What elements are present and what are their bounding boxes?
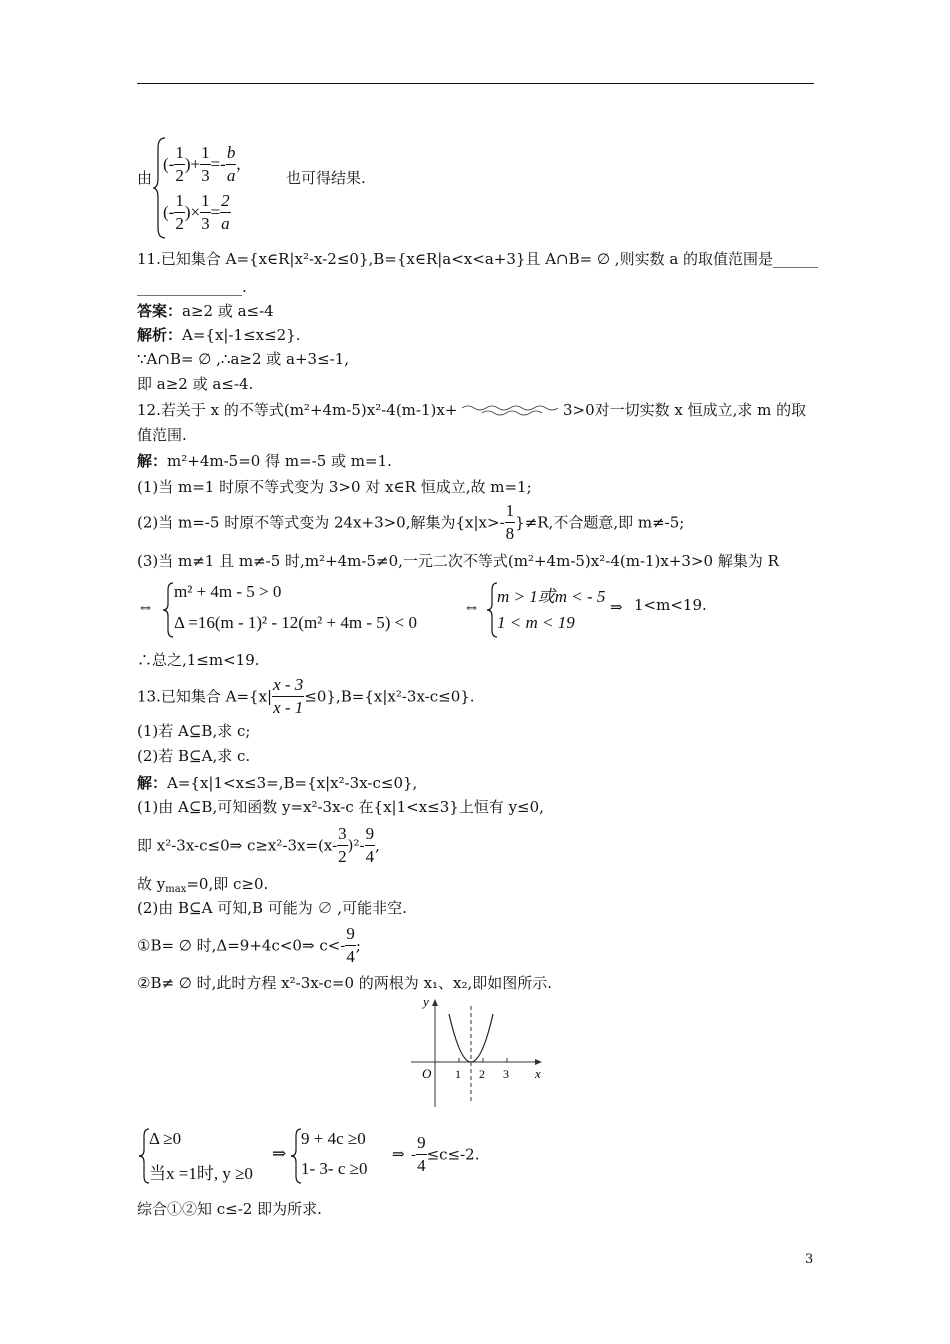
tick-2: 2: [479, 1067, 485, 1081]
sys2-row2: 1 < m < 19: [497, 613, 575, 632]
fsys1-row1: Δ ≥0: [149, 1129, 182, 1148]
f-arrow-1: ⇒: [272, 1144, 287, 1163]
q11-line1: 11.已知集合 A={x∈R|x²-x-2≤0},B={x∈R|a<x<a+3}且 A∩B= ∅ ,则实数 a 的取值范围是______: [137, 250, 819, 268]
q13-step2: 即 x²-3x-c≤0⇒ c≥x²-3x=(x- $\frac{3}{2}$ )²- $\frac{9}{4}$ ,: [137, 824, 380, 866]
sys-result: 1<m<19.: [634, 596, 707, 614]
q12-case1: (1)当 m=1 时原不等式变为 3>0 对 x∈R 恒成立,故 m=1;: [137, 478, 532, 496]
q13-line1: 13.已知集合 A={x| $\frac{x - 3}{x - 1}$ ≤0},B={x|x²-3x-c≤0}.: [137, 675, 475, 717]
q11-analysis: 解析：A={x|-1≤x≤2}.: [137, 326, 301, 344]
sys2-row1: m > 1或m < - 5: [497, 587, 606, 606]
fsys2-row1: 9 + 4c ≥0: [301, 1129, 366, 1148]
q12-case3: (3)当 m≠1 且 m≠-5 时,m²+4m-5≠0,一元二次不等式(m²+4m-5)x²-4(m-1)x+3>0 解集为 R: [137, 552, 779, 570]
f-arrow-2: ⇒: [392, 1145, 405, 1163]
y-label: y: [423, 994, 429, 1009]
page-number: 3: [805, 1252, 814, 1267]
q13-final: 综合①②知 c≤-2 即为所求.: [137, 1200, 322, 1218]
system-suffix: 也可得结果.: [286, 169, 366, 187]
fsys2-row2: 1- 3- c ≥0: [301, 1159, 368, 1178]
header-rule: [137, 83, 814, 84]
q13-step1: (1)由 A⊆B,可知函数 y=x²-3x-c 在{x|1<x≤3}上恒有 y≤0,: [137, 798, 544, 816]
q11-step2: 即 a≥2 或 a≤-4.: [137, 375, 254, 393]
f-result: - $\frac{9}{4}$ ≤c≤-2.: [411, 1133, 480, 1175]
q13-step5: ①B= ∅ 时,Δ=9+4c<0⇒ c<- $\frac{9}{4}$ ;: [137, 924, 361, 966]
q13-part2: (2)若 B⊆A,求 c.: [137, 747, 251, 765]
equiv-arrow-2: ⇔: [463, 597, 480, 616]
tick-1: 1: [455, 1067, 461, 1081]
wavy-mark: [462, 403, 558, 417]
q13-step3: 故 $y_{max}=0$,即 c≥0.: [137, 875, 269, 895]
fsys1-row2: 当x =1时, y ≥0: [149, 1164, 253, 1183]
q12-conclusion: ∴总之,1≤m<19.: [137, 651, 260, 669]
origin-label: O: [422, 1066, 432, 1081]
q12-line1: 12.若关于 x 的不等式(m²+4m-5)x²-4(m-1)x+ 3>0对一切实数 x 恒成立,求 m 的取: [137, 401, 807, 419]
system-prefix: 由: [137, 169, 153, 187]
sys1-row2: Δ =16(m - 1)² - 12(m² + 4m - 5) < 0: [174, 613, 417, 632]
implies-arrow: ⇒: [610, 598, 623, 616]
q13-step4: (2)由 B⊆A 可知,B 可能为 ∅ ,可能非空.: [137, 899, 407, 917]
sys1-row1: m² + 4m - 5 > 0: [174, 582, 282, 601]
q12-case2: (2)当 m=-5 时原不等式变为 24x+3>0,解集为{x|x>- $\frac{1}{8}$ }≠R,不合题意,即 m≠-5;: [137, 501, 685, 543]
parabola-figure: [405, 992, 550, 1110]
q11-answer: 答案：a≥2 或 a≤-4: [137, 302, 274, 320]
tick-3: 3: [503, 1067, 509, 1081]
q12-line2: 值范围.: [137, 426, 187, 444]
q12-solution: 解：m²+4m-5=0 得 m=-5 或 m=1.: [137, 452, 392, 470]
equiv-arrow-1: ⇔: [137, 597, 154, 616]
system-eq1: (- $\frac{1}{2}$ )+ $\frac{1}{3}$ =- $\frac{b}{a}$ ,: [163, 143, 241, 185]
q13-solution: 解：A={x|1<x≤3=,B={x|x²-3x-c≤0},: [137, 774, 418, 792]
q13-part1: (1)若 A⊆B,求 c;: [137, 722, 251, 740]
q11-line2: ______________.: [137, 278, 247, 296]
q11-step1: ∵A∩B= ∅ ,∴a≥2 或 a+3≤-1,: [137, 350, 350, 368]
q13-step6: ②B≠ ∅ 时,此时方程 x²-3x-c=0 的两根为 x₁、x₂,即如图所示.: [137, 974, 553, 992]
system-eq2: (- $\frac{1}{2}$ )× $\frac{1}{3}$ = $\frac{2}{a}$: [163, 191, 230, 233]
x-label: x: [535, 1066, 541, 1081]
